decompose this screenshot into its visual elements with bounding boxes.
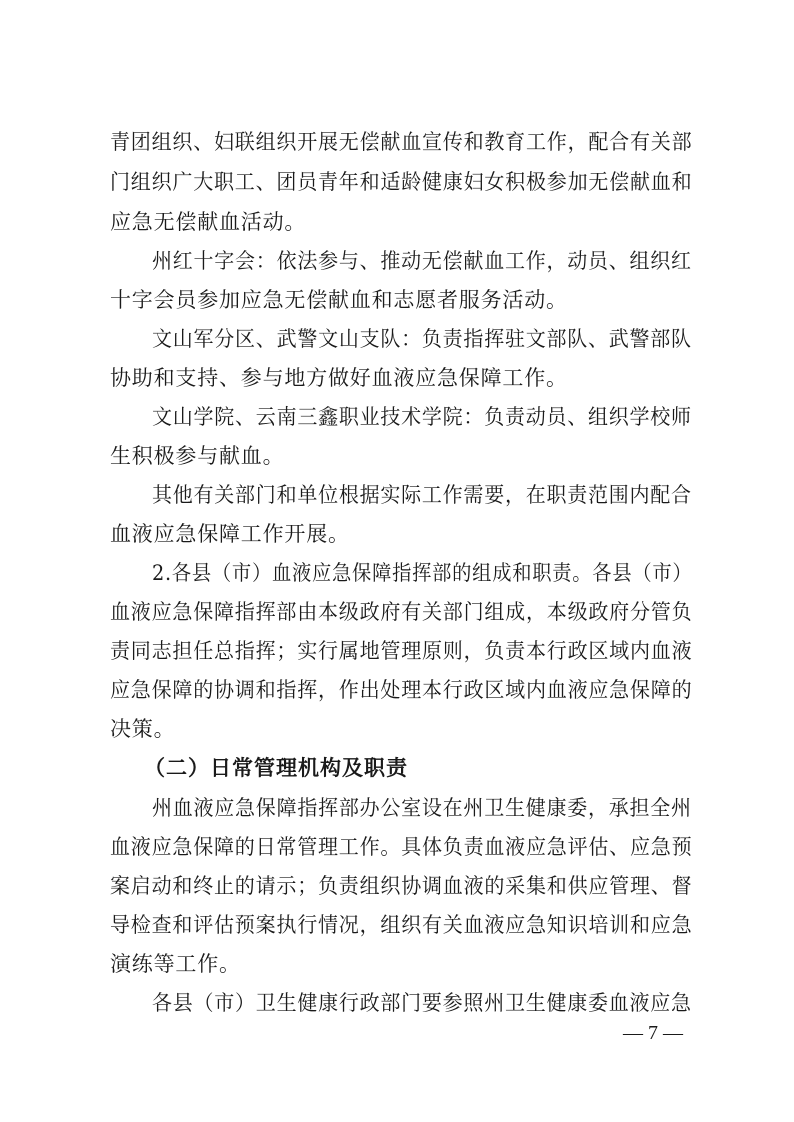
text-line: 门组织广大职工、团员青年和适龄健康妇女积极参加无偿献血和 [110,170,693,194]
text-line: 青团组织、妇联组织开展无偿献血宣传和教育工作，配合有关部 [110,130,693,154]
text-line: 文山学院、云南三鑫职业技术学院：负责动员、组织学校师 [152,405,692,429]
text-line: 州红十字会：依法参与、推动无偿献血工作，动员、组织红 [152,249,692,273]
text-line: 血液应急保障工作开展。 [110,522,350,546]
text-line: 生积极参与献血。 [110,444,285,468]
text-line: 演练等工作。 [110,952,241,976]
text-line: 州血液应急保障指挥部办公室设在州卫生健康委，承担全州 [152,796,692,820]
section-heading: （二）日常管理机构及职责 [144,756,408,780]
text-line: 各县（市）卫生健康行政部门要参照州卫生健康委血液应急 [152,991,692,1015]
text-line: 责同志担任总指挥；实行属地管理原则，负责本行政区域内血液 [110,639,693,663]
text-line: 血液应急保障的日常管理工作。具体负责血液应急评估、应急预 [110,835,693,859]
text-line: 应急无偿献血活动。 [110,210,307,234]
text-line: 十字会员参加应急无偿献血和志愿者服务活动。 [110,288,568,312]
text-line: 文山军分区、武警文山支队：负责指挥驻文部队、武警部队 [152,327,692,351]
text-line: 2.各县（市）血液应急保障指挥部的组成和职责。各县（市） [152,561,693,585]
text-line: 血液应急保障指挥部由本级政府有关部门组成，本级政府分管负 [110,600,693,624]
page-number: — 7 — [623,1022,683,1044]
text-line: 应急保障的协调和指挥，作出处理本行政区域内血液应急保障的 [110,678,693,702]
text-line: 其他有关部门和单位根据实际工作需要，在职责范围内配合 [152,483,692,507]
text-line: 案启动和终止的请示；负责组织协调血液的采集和供应管理、督 [110,874,693,898]
text-line: 决策。 [110,717,176,741]
text-line: 导检查和评估预案执行情况，组织有关血液应急知识培训和应急 [110,913,693,937]
text-line: 协助和支持、参与地方做好血液应急保障工作。 [110,366,568,390]
